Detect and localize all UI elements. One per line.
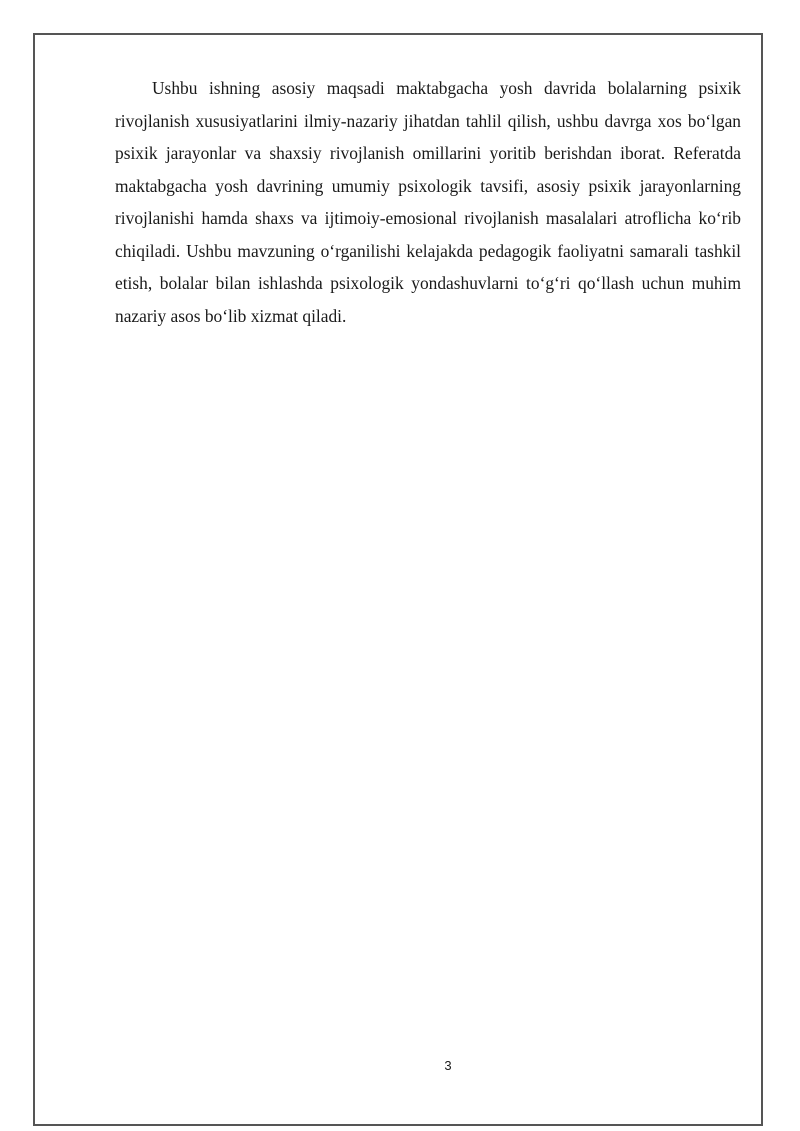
body-paragraph: Ushbu ishning asosiy maqsadi maktabgacha yosh davrida bolalarning psixik rivojlanish xususiyatlarini ilmiy-nazariy jihatdan tahlil qilish, ushbu davrga xos bo‘lgan psixik jarayonlar va shaxsiy rivojlanish omillarini yoritib berishdan iborat. Referatda maktabgacha yosh davrining umumiy psixologik tavsifi, asosiy psixik jarayonlarning rivojlanishi hamda shaxs va ijtimoiy-emosional rivojlanish masalalari atroflicha ko‘rib chiqiladi. Ushbu mavzuning o‘rganilishi kelajakda pedagogik faoliyatni samarali tashkil etish, bolalar bilan ishlashda psixologik yondashuvlarni to‘g‘ri qo‘llash uchun muhim nazariy asos bo‘lib xizmat qiladi.: [115, 78, 741, 326]
page-number: 3: [444, 1058, 452, 1073]
